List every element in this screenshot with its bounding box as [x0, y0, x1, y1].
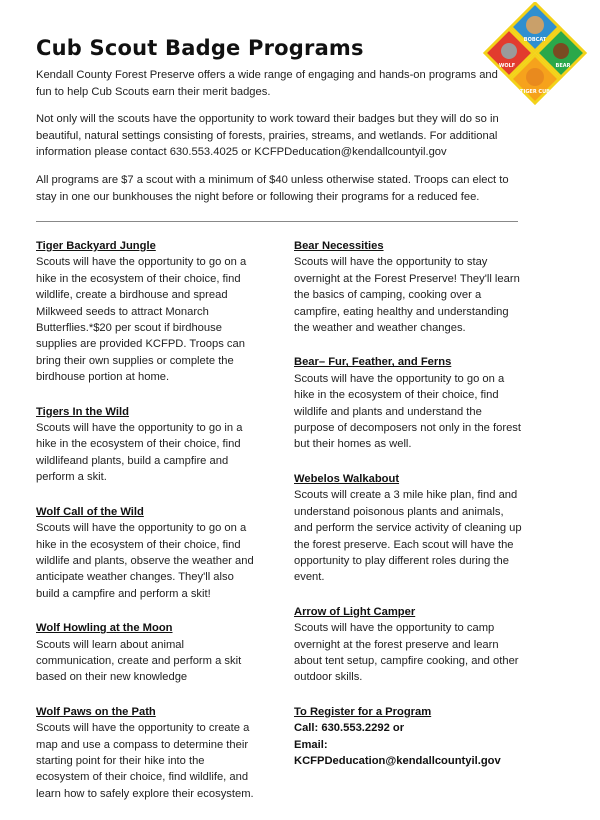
program-heading: Arrow of Light Camper	[294, 605, 416, 618]
program-description: Scouts will have the opportunity to camp overnight at the forest preserve and learn about tent setup, campfire cooking, and other outdoor skills.	[294, 622, 519, 684]
program-heading: Webelos Walkabout	[294, 472, 400, 485]
program-heading: Wolf Howling at the Moon	[36, 622, 173, 635]
program-arrow-of-light-camper	[294, 604, 522, 686]
bobcat-label: BOBCAT	[523, 37, 547, 43]
program-heading: Bear Necessities	[294, 240, 384, 252]
program-heading: Wolf Paws on the Path	[36, 705, 156, 718]
program-description: Scouts will create a 3 mile hike plan, find and understand poisonous plants and animals, and perform the service activity of cleaning up the forest preserve. Each scout will have the opportunity to play different roles during the event.	[294, 489, 522, 584]
intro-paragraph-2: Not only will the scouts have the opportunity to work toward their badges but they will do so in beautiful, natural settings consisting of forests, prairies, streams, and wetlands. For additional information please contact 630.553.4025 or KCFPDeducation@kendallcountyil.gov	[36, 113, 499, 158]
program-description: Scouts will have the opportunity to go in a hike in the ecosystem of their choice, find wildlifeand plants, build a campfire and perform a skit.	[36, 422, 243, 484]
program-webelos-walkabout	[294, 471, 522, 586]
program-tigers-in-the-wild	[36, 404, 258, 486]
program-tiger-backyard-jungle	[36, 238, 258, 386]
tiger-label: TIGER CUB	[520, 89, 550, 95]
register-section	[294, 704, 522, 770]
register-phone[interactable]: Call: 630.553.2292 or	[294, 722, 405, 735]
program-heading: Wolf Call of the Wild	[36, 505, 144, 518]
program-heading: Tigers In the Wild	[36, 405, 129, 418]
register-email-label: Email:	[294, 738, 328, 751]
program-heading: Bear– Fur, Feather, and Ferns	[294, 356, 452, 369]
program-bear-fur-feather-ferns	[294, 354, 522, 452]
program-wolf-paws-on-the-path	[36, 704, 258, 802]
page-title: Cub Scout Badge Programs	[36, 36, 364, 60]
program-description: Scouts will have the opportunity to go on a hike in the ecosystem of their choice, find wildlife and plants, observe the weather and anticipate weather changes. They'll also build a campfire and perform a skit!	[36, 522, 254, 600]
section-divider	[36, 221, 518, 222]
right-column	[294, 238, 522, 787]
register-heading: To Register for a Program	[294, 705, 432, 718]
program-description: Scouts will have the opportunity to stay overnight at the Forest Preserve! They'll learn the basics of camping, cooking over a campfire, eating healthy and understanding the weather and weather changes.	[294, 256, 520, 335]
program-description: Scouts will learn about animal communication, create and perform a skit based on their new knowledge	[36, 638, 242, 684]
left-column	[36, 238, 258, 820]
program-description: Scouts will have the opportunity to go on a hike in the ecosystem of their choice, find wildlife and plants and understand the purpose of decomposers not only in the forest but their homes as well.	[294, 372, 521, 451]
bear-label: BEAR	[555, 63, 571, 69]
program-heading: Tiger Backyard Jungle	[36, 240, 156, 252]
intro-paragraph-3: All programs are $7 a scout with a minimum of $40 unless otherwise stated. Troops can elect to stay in one our bunkhouses the night before or following their programs for a reduced fee.	[36, 174, 509, 203]
program-description: Scouts will have the opportunity to go on a hike in the ecosystem of their choice, find wildlife, create a birdhouse and spread Milkweed seeds to attract Monarch Butterflies.*$20 per scout if birdhouse supplies are provided KCFPD. Troops can bring their own supplies or complete the birdhouse portion at home.	[36, 256, 247, 384]
program-bear-necessities	[294, 238, 522, 336]
program-wolf-call-of-the-wild	[36, 504, 258, 602]
register-email-link[interactable]: KCFPDeducation@kendallcountyil.gov	[294, 754, 501, 767]
program-wolf-howling-at-the-moon	[36, 620, 258, 686]
intro-paragraph-1: Kendall County Forest Preserve offers a wide range of engaging and hands-on programs and fun to help Cub Scouts earn their merit badges.	[36, 69, 498, 98]
program-description: Scouts will have the opportunity to create a map and use a compass to determine their starting point for their hike into the ecosystem of their choice, find wildlife, and learn how to safely explore their ecosystem.	[36, 722, 254, 800]
wolf-label: WOLF	[498, 63, 516, 69]
